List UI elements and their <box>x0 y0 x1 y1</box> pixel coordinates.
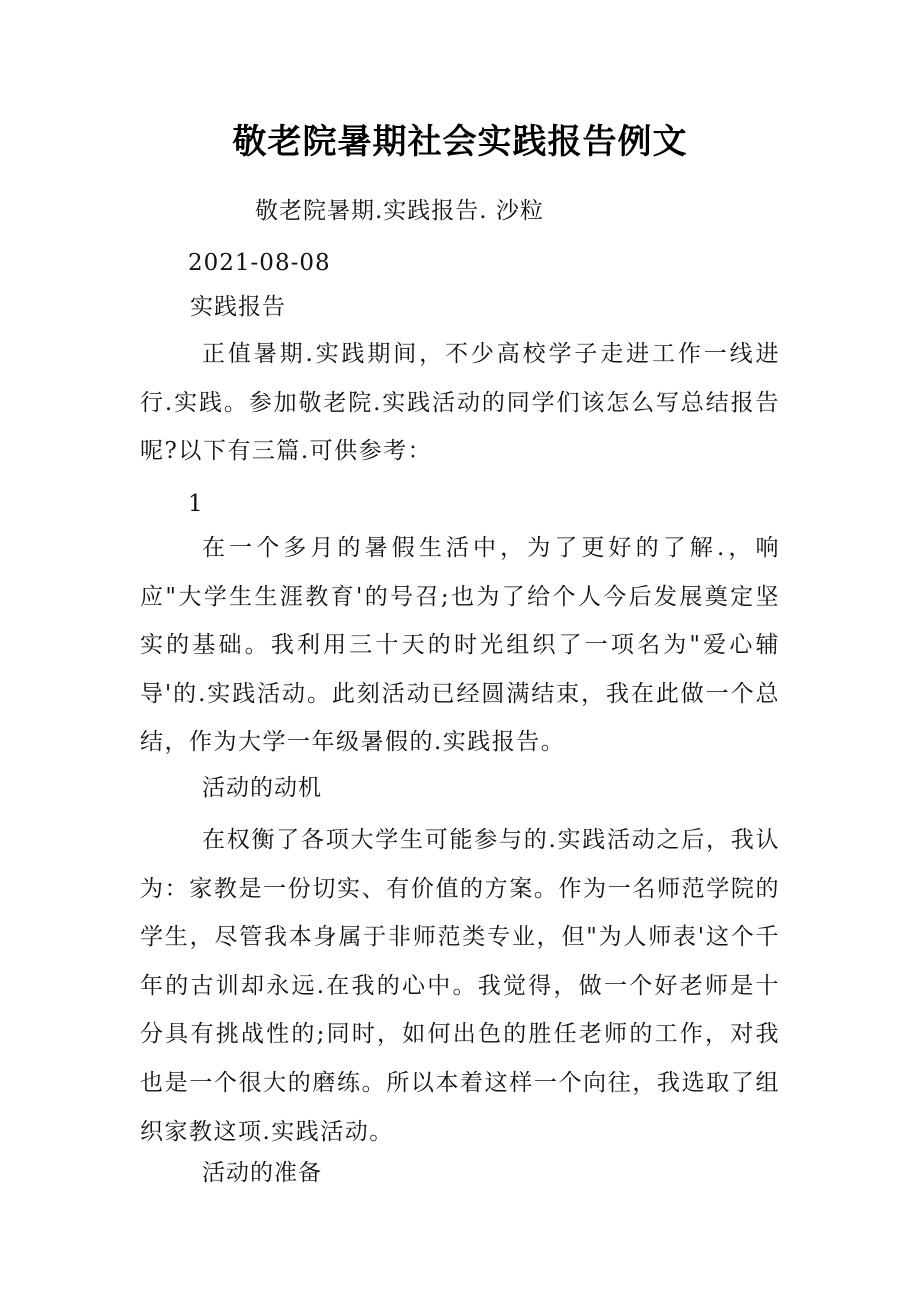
document-subtitle: 敬老院暑期.实践报告. 沙粒 <box>255 198 544 224</box>
report-label: 实践报告 <box>190 294 286 320</box>
intro-paragraph: 正值暑期.实践期间，不少高校学子走进工作一线进行.实践。参加敬老院.实践活动的同学们该怎么写总结报告呢?以下有三篇.可供参考： <box>140 341 780 465</box>
section-heading-motivation: 活动的动机 <box>202 775 322 801</box>
section-number: 1 <box>188 491 204 517</box>
document-date: 2021-08-08 <box>188 250 331 276</box>
body-paragraph-1: 在一个多月的暑假生活中，为了更好的了解.，响应"大学生生涯教育'的号召;也为了给个人今后发展奠定坚实的基础。我利用三十天的时光组织了一项名为"爱心辅导'的.实践活动。此刻活动已经圆满结束，我在此做一个总结，作为大学一年级暑假的.实践报告。 <box>140 535 780 756</box>
section-heading-preparation: 活动的准备 <box>202 1160 322 1186</box>
body-paragraph-2: 在权衡了各项大学生可能参与的.实践活动之后，我认为：家教是一份切实、有价值的方案。作为一名师范学院的学生，尽管我本身属于非师范类专业，但"为人师表'这个千年的古训却永远.在我的心中。我觉得，做一个好老师是十分具有挑战性的;同时，如何出色的胜任老师的工作，对我也是一个很大的磨练。所以本着这样一个向往，我选取了组织家教这项.实践活动。 <box>140 827 780 1145</box>
document-title: 敬老院暑期社会实践报告例文 <box>232 122 688 162</box>
